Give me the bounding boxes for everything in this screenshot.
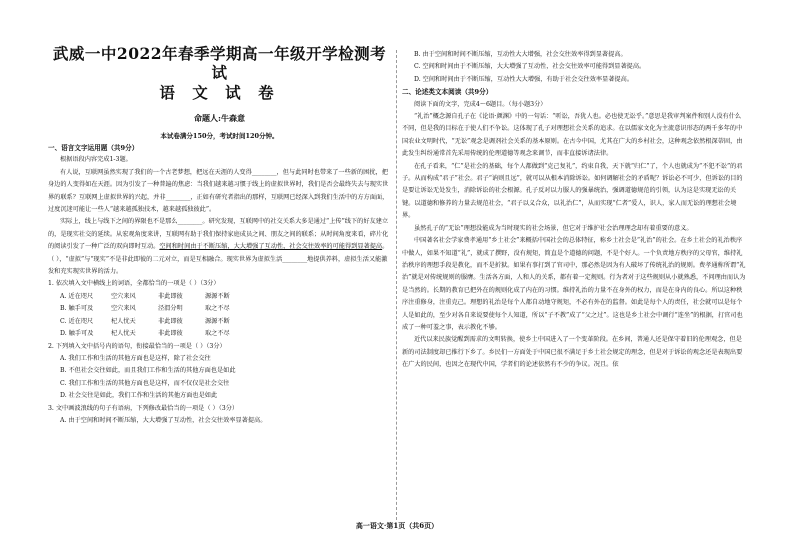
q2-option-a[interactable]: A. 我们工作和生活的其他方面也是这样，除了社会交往 xyxy=(60,354,211,362)
question-3: 3. 文中画波浪线的句子有语病，下列修改最恰当的一项是（ ）（3分） xyxy=(48,404,239,412)
right-column xyxy=(402,49,747,372)
article-paragraph-4: 中国著名社会学家费孝通用“乡土社会”来概括中国社会的总体特征，称乡土社会是“礼治”的社会。在乡土社会的礼治秩序中做人，如果不知道“礼”，就成了撰野，没有规矩，简直是个道德的问题，不是个好人。一个负责地方秩序的父母官，维持礼治秩序的理想手段是教化，而不是折狱。如果有事打到了官司中，那必然是因为有人破坏了传统礼治的规则。费孝通称所谓“礼治”就是对传统规则的服膺。生活各方面，人和人的关系，都有着一定规则。行为者对于这些规则从小就熟悉，不问理由而认为是当然的。长期的教育已把外在的规则化成了内在的习惯。维持礼治的力量不在身外的权力，而是在身内的良心。所以这种秩序注重修身，注重克己。理想的礼治是每个人都自动地守规矩，不必有外在的监督。如此是每个人的责任，社会就可以是每个人是如此的，至少对各自来说要使每个人知道，所以“子不教”成了“父之过”。这也是乡土社会中调行“连坐”的根据，打官司也成了一种可羞之事，表示教化不够。 xyxy=(402,237,746,331)
q3-option-d[interactable]: D. 空间和时间由于不断压缩，互动性大大增强，有助于社会交往效率显著提高。 xyxy=(414,75,634,83)
section-1-intro: 根据语段内容完成1-3题。 xyxy=(60,156,132,164)
author-line: 命题人:牛森意 xyxy=(194,113,245,123)
page-footer: 高一语文·第1页（共6页） xyxy=(355,521,439,530)
section-2-heading: 二、论述类文本阅读（共9分） xyxy=(402,88,493,97)
article-paragraph-2: 在孔子看来，“仁”是社会的基础，每个人都做到“克己复礼”，约束自我，天下就“归仁”了，个人也就成为“不犯不讼”的君子。从而构成“君子”社会。君子“讷则且远”，就可以从根本消除诉讼。如何调解社会的矛盾呢？诉讼必不可少，但诉讼的目的是要让诉讼无处发生，消除诉讼的社会根源。孔子反对以力服人的强暴统治，强调道德规范的引领，认为这是实现无讼的关键。以道德和修养的力量去规范社会，“君子以义合众，以礼治仁”，从而实现“仁者”爱人，识人，家人而无讼的理想社会境界。 xyxy=(402,162,743,220)
q1-option-d[interactable]: D. 触手可及 杞人忧天 非此即彼 取之不尽 xyxy=(60,330,230,338)
q3-option-b[interactable]: B. 由于空间和时间不断压缩，互动性大大增强，社会交往效率得到显著提高。 xyxy=(414,51,627,58)
article-paragraph-5: 近代以来民族觉醒到需求的文明转换，使乡土中国进入了一个变革阶段。在乡间，普通人还是保守着旧的伦理观念，但是新的司法制度却已推行下乡了。乡民们一方面处于中国已很不满足于乡土社会规定的理念，但是对于诉讼的观念还是表现出要在广大的民间，也因之在现代中国，学者们的论述依然有不少的争议。况且。依 xyxy=(402,336,743,369)
column-divider xyxy=(396,50,397,520)
wavy-sentence: 空间和时间由于不断压缩，大大增强了互动性，社会交往效率的可能得到显著提高 xyxy=(159,243,383,251)
left-column xyxy=(48,44,391,427)
section-1-heading: 一、语言文字运用题（共9分） xyxy=(48,144,139,152)
exam-title: 武威一中2022年春季学期高一年级开学检测考试 xyxy=(52,44,387,82)
section-2-intro: 阅读下面的文字，完成4～6题目。（每小题3分） xyxy=(414,100,547,108)
q2-option-b[interactable]: B. 不但社会交往如此，而且我们工作和生活的其他方面也是如此 xyxy=(60,367,236,375)
question-1: 1. 依次填入文中横线上的词语，全都恰当的一项是（ ）（3分） xyxy=(48,280,220,288)
q3-option-a[interactable]: A. 由于空间和时间不断压缩，大大增强了互动性，社会交往效率显著提高。 xyxy=(60,416,267,424)
q1-option-c[interactable]: C. 近在咫尺 杞人忧天 非此即彼 源源不断 xyxy=(60,317,230,325)
question-2: 2. 下列填入文中括号内的语句，衔接最恰当的一项是（ ）（3分） xyxy=(48,342,226,350)
exam-notice: 本试卷满分150分，考试时间120分钟。 xyxy=(160,132,279,140)
q3-option-c[interactable]: C. 空间和时间由于不断压缩，大大增强了互动性，社会交往效率可能得到显著提高。 xyxy=(414,63,646,71)
passage-paragraph-1: 有人说，互联网虽然实现了我们的一个古老梦想，把远在天涯的人变得________，但与此同时也带来了一些新的困扰，把身边的人变得如在天涯。因为引发了一种普遍的焦虑：当我们越来越习惯于线上的虚拟世界时，我们是否会最终失去与现实世界的联系？互联网上虚拟世界的兴起，并非________，正如有研究者指出的那样，互联网已经深入到我们生活中的方方面面，过度沉迷可能让一些人“越来越孤独技术，越来越孤独彼此”。 xyxy=(48,168,389,214)
q2-option-d[interactable]: D. 社会交往是如此，我们工作和生活的其他方面也是如此 xyxy=(60,392,218,400)
exam-subtitle: 语 文 试 卷 xyxy=(159,83,280,102)
q1-option-b[interactable]: B. 触手可及 空穴来风 泾渭分明 取之不尽 xyxy=(60,305,230,313)
passage-paragraph-2: 实际上，线上与线下之间的界限也不是那么________。研究发现，互联网中的社交关系大多是通过“上传”线下的好友建立的，是现实社交的延续。从宏观角度来讲，互联网有助于我们保持家庭成员之间、朋友之间的联系；从时间角度来看，碎片化的阅读引发了一种广泛的双向即时互动。空间和时间由于不断压缩，大大增强了互动性，社会交往效率的可能得到显著提高。（ ），“虚拟”与“现实”不是非此即彼的二元对立，而是互相融合。现实世界为虚拟生活________地提供养料，虚拟生活又能激发和充实现实世界的活力。 xyxy=(48,218,389,276)
article-paragraph-1: “礼治”概念源自孔子在《论语·颜渊》中的一句话：“听讼，吾犹人也。必也使无讼乎。”意思是我审判案件和别人没有什么不同，但是我的目标在于使人们不争讼。这体现了孔子对理想社会关系的追求。在以儒家文化为主流意识形态的两千多年的中国农业文明时代，“无讼”观念是调剂社会关系的基本原则。在古今中国，尤其在广大的乡村社会，这种观念依然根深蒂固，由此发生纠纷通常首先采用传统的伦理道德等观念来调节，而非直接诉诸法律。 xyxy=(402,113,743,158)
q2-option-c[interactable]: C. 我们工作和生活的其他方面也是这样，而不仅仅是社会交往 xyxy=(60,379,230,387)
article-paragraph-3: 虽然孔子的“无讼”理想没能成为当时现实的社会场景，但它对于维护社会治理理念却有着重要的意义。 xyxy=(414,224,693,232)
q1-option-a[interactable]: A. 近在咫尺 空穴来风 非此即彼 源源不断 xyxy=(60,292,230,300)
